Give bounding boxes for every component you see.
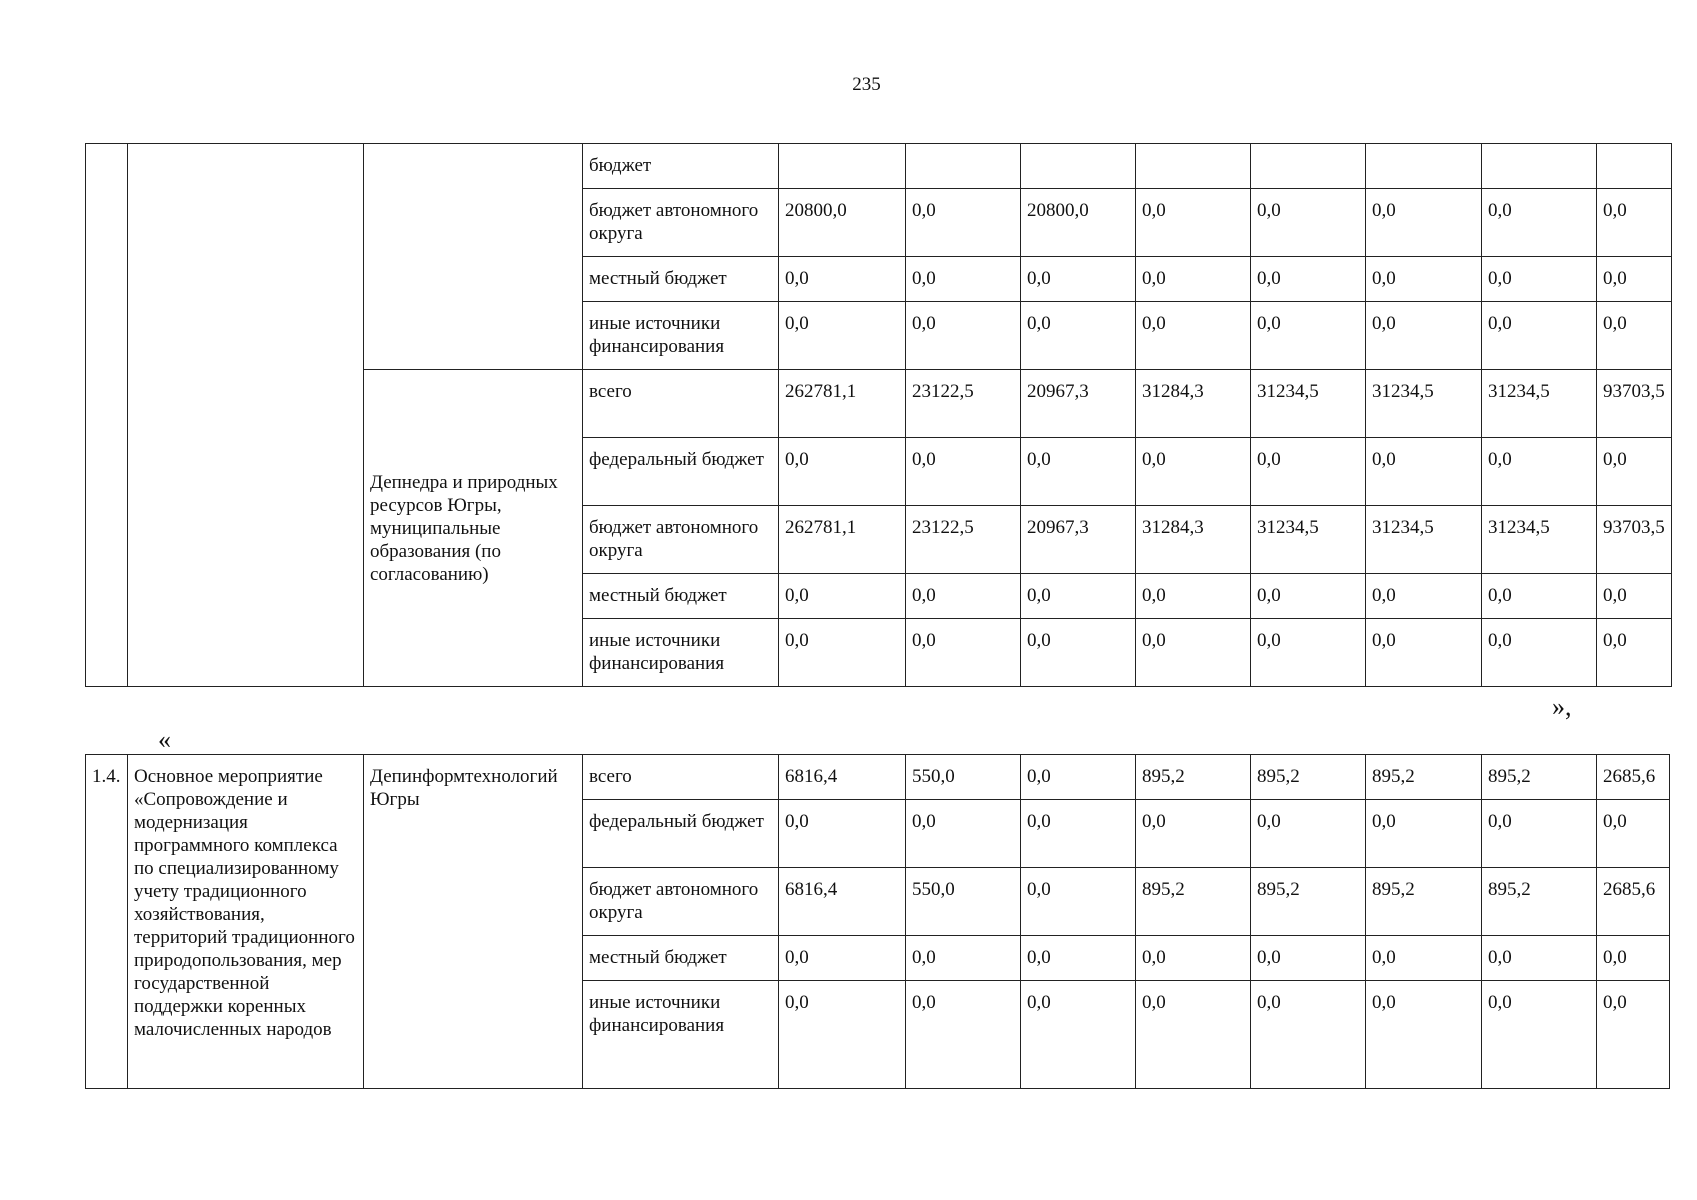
value-cell: 31284,3 (1136, 370, 1251, 438)
value-cell: 6816,4 (779, 868, 906, 936)
value-cell: 0,0 (906, 189, 1021, 257)
value-cell (906, 144, 1021, 189)
value-cell: 0,0 (779, 800, 906, 868)
value-cell: 0,0 (1251, 981, 1366, 1089)
value-cell: 20967,3 (1021, 370, 1136, 438)
value-cell: 0,0 (1136, 574, 1251, 619)
value-cell: 0,0 (1021, 755, 1136, 800)
value-cell: 0,0 (1136, 619, 1251, 687)
value-cell: 0,0 (779, 936, 906, 981)
value-cell: 895,2 (1136, 868, 1251, 936)
value-cell: 0,0 (1482, 800, 1597, 868)
value-cell: 2685,6 (1597, 868, 1670, 936)
value-cell: 550,0 (906, 868, 1021, 936)
funding-source-cell: иные источники финансирования (583, 302, 779, 370)
value-cell: 0,0 (1251, 302, 1366, 370)
funding-source-cell: бюджет автономного округа (583, 189, 779, 257)
value-cell: 0,0 (906, 800, 1021, 868)
value-cell: 0,0 (779, 438, 906, 506)
funding-source-cell: местный бюджет (583, 257, 779, 302)
value-cell: 262781,1 (779, 370, 906, 438)
value-cell: 0,0 (1597, 438, 1672, 506)
value-cell: 0,0 (1597, 800, 1670, 868)
value-cell: 0,0 (1597, 302, 1672, 370)
value-cell: 0,0 (1482, 302, 1597, 370)
value-cell: 0,0 (1021, 868, 1136, 936)
value-cell: 0,0 (1251, 438, 1366, 506)
value-cell: 0,0 (906, 257, 1021, 302)
funding-source-cell: бюджет автономного округа (583, 506, 779, 574)
value-cell: 0,0 (1366, 302, 1482, 370)
value-cell: 2685,6 (1597, 755, 1670, 800)
value-cell: 20967,3 (1021, 506, 1136, 574)
value-cell: 0,0 (1482, 189, 1597, 257)
value-cell: 31234,5 (1366, 370, 1482, 438)
table-row (86, 144, 1672, 189)
value-cell: 31234,5 (1251, 506, 1366, 574)
value-cell: 895,2 (1251, 868, 1366, 936)
value-cell: 0,0 (779, 981, 906, 1089)
value-cell: 0,0 (779, 302, 906, 370)
value-cell: 0,0 (1021, 574, 1136, 619)
value-cell: 0,0 (1251, 257, 1366, 302)
value-cell: 20800,0 (779, 189, 906, 257)
value-cell: 93703,5 (1597, 370, 1672, 438)
value-cell: 0,0 (1251, 574, 1366, 619)
value-cell: 20800,0 (1021, 189, 1136, 257)
value-cell: 0,0 (1136, 438, 1251, 506)
activity-cell (128, 144, 364, 687)
funding-source-cell: иные источники финансирования (583, 619, 779, 687)
value-cell: 31284,3 (1136, 506, 1251, 574)
value-cell: 0,0 (1366, 800, 1482, 868)
value-cell: 0,0 (1366, 438, 1482, 506)
value-cell: 0,0 (1366, 574, 1482, 619)
value-cell: 0,0 (1021, 800, 1136, 868)
value-cell: 0,0 (1366, 619, 1482, 687)
value-cell: 0,0 (1136, 800, 1251, 868)
value-cell: 0,0 (906, 574, 1021, 619)
value-cell: 0,0 (1251, 800, 1366, 868)
funding-source-cell: иные источники финансирования (583, 981, 779, 1089)
value-cell: 0,0 (1136, 302, 1251, 370)
value-cell: 0,0 (906, 936, 1021, 981)
value-cell: 0,0 (1366, 981, 1482, 1089)
value-cell: 31234,5 (1251, 370, 1366, 438)
row-number-cell: 1.4. (86, 755, 128, 1089)
value-cell: 0,0 (1482, 619, 1597, 687)
value-cell: 0,0 (1597, 574, 1672, 619)
value-cell: 0,0 (906, 438, 1021, 506)
opening-quote: « (158, 725, 171, 754)
value-cell: 0,0 (1597, 257, 1672, 302)
value-cell: 0,0 (1482, 257, 1597, 302)
value-cell: 0,0 (1366, 189, 1482, 257)
value-cell (1482, 144, 1597, 189)
value-cell: 0,0 (1597, 936, 1670, 981)
value-cell: 262781,1 (779, 506, 906, 574)
value-cell: 0,0 (1366, 257, 1482, 302)
value-cell: 0,0 (1251, 619, 1366, 687)
funding-source-cell: местный бюджет (583, 574, 779, 619)
value-cell: 0,0 (1136, 189, 1251, 257)
value-cell: 0,0 (1021, 302, 1136, 370)
value-cell: 0,0 (906, 302, 1021, 370)
value-cell: 93703,5 (1597, 506, 1672, 574)
funding-source-cell: федеральный бюджет (583, 800, 779, 868)
value-cell: 0,0 (1136, 936, 1251, 981)
value-cell: 0,0 (1482, 981, 1597, 1089)
value-cell: 0,0 (1482, 574, 1597, 619)
value-cell (1136, 144, 1251, 189)
table-row (86, 755, 1670, 800)
responsible-cell: Депинформтехнологий Югры (364, 755, 583, 1089)
value-cell (1597, 144, 1672, 189)
value-cell (1021, 144, 1136, 189)
value-cell: 895,2 (1366, 755, 1482, 800)
value-cell: 0,0 (1482, 438, 1597, 506)
budget-table-continued (85, 143, 1672, 687)
value-cell: 0,0 (1021, 438, 1136, 506)
value-cell: 31234,5 (1482, 506, 1597, 574)
value-cell: 0,0 (1251, 189, 1366, 257)
value-cell: 0,0 (1021, 257, 1136, 302)
value-cell: 895,2 (1482, 868, 1597, 936)
funding-source-cell: всего (583, 370, 779, 438)
value-cell: 0,0 (1482, 936, 1597, 981)
value-cell: 550,0 (906, 755, 1021, 800)
value-cell: 0,0 (1366, 936, 1482, 981)
responsible-cell (364, 144, 583, 370)
value-cell: 31234,5 (1482, 370, 1597, 438)
page-number: 235 (852, 74, 881, 95)
value-cell: 0,0 (1021, 936, 1136, 981)
value-cell: 0,0 (1136, 981, 1251, 1089)
value-cell: 0,0 (1597, 189, 1672, 257)
value-cell: 31234,5 (1366, 506, 1482, 574)
value-cell: 895,2 (1366, 868, 1482, 936)
activity-cell: Основное мероприятие «Сопровождение и модернизация программного комплекса по специализированному учету традиционного хозяйствования, территорий традиционного природопользования, мер государственной поддержки коренных малочисленных народов (128, 755, 364, 1089)
value-cell: 0,0 (1021, 619, 1136, 687)
value-cell: 0,0 (906, 981, 1021, 1089)
row-number-cell (86, 144, 128, 687)
value-cell: 0,0 (1021, 981, 1136, 1089)
value-cell: 895,2 (1136, 755, 1251, 800)
value-cell: 6816,4 (779, 755, 906, 800)
value-cell: 0,0 (779, 257, 906, 302)
funding-source-cell: бюджет (583, 144, 779, 189)
funding-source-cell: всего (583, 755, 779, 800)
value-cell: 23122,5 (906, 370, 1021, 438)
value-cell (779, 144, 906, 189)
funding-source-cell: бюджет автономного округа (583, 868, 779, 936)
value-cell: 0,0 (779, 619, 906, 687)
budget-table-item-1-4 (85, 754, 1670, 1089)
value-cell: 0,0 (779, 574, 906, 619)
value-cell: 0,0 (1136, 257, 1251, 302)
closing-quote: », (1552, 692, 1572, 721)
value-cell: 895,2 (1251, 755, 1366, 800)
value-cell: 0,0 (1597, 619, 1672, 687)
funding-source-cell: федеральный бюджет (583, 438, 779, 506)
value-cell: 895,2 (1482, 755, 1597, 800)
value-cell: 0,0 (906, 619, 1021, 687)
value-cell (1251, 144, 1366, 189)
responsible-cell: Депнедра и природных ресурсов Югры, муниципальные образования (по согласованию) (364, 370, 583, 687)
value-cell: 0,0 (1597, 981, 1670, 1089)
value-cell: 23122,5 (906, 506, 1021, 574)
funding-source-cell: местный бюджет (583, 936, 779, 981)
value-cell: 0,0 (1251, 936, 1366, 981)
value-cell (1366, 144, 1482, 189)
